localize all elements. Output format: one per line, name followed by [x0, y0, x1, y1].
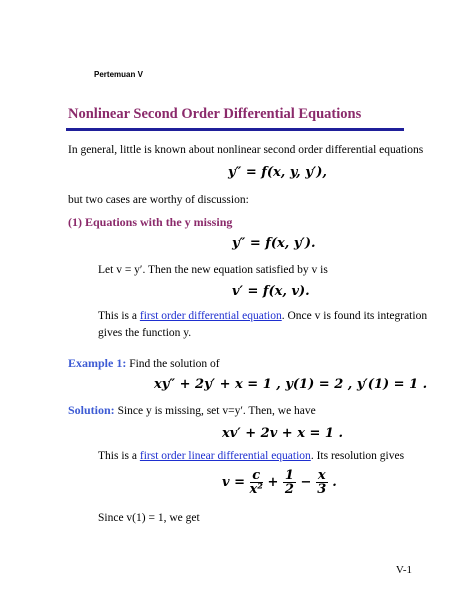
- intro-paragraph: In general, little is known about nonlinear second order differential equations: [68, 144, 424, 156]
- first-order-linear-de-link[interactable]: first order linear differential equation: [139, 450, 311, 462]
- text-segment: . Once v is found its integration: [281, 310, 428, 322]
- equation-lhs: v =: [222, 475, 250, 490]
- equation-y-missing: y″ = f(x, y′).: [232, 236, 316, 251]
- equation-resolution: [222, 469, 337, 496]
- example-1-text: Find the solution of: [126, 358, 220, 370]
- page-header: Pertemuan V: [94, 70, 143, 79]
- substitution-paragraph: Let v = y′. Then the new equation satisfied by v is: [98, 264, 328, 276]
- section-heading-y-missing: (1) Equations with the y missing: [68, 215, 233, 229]
- equation-general: y″ = f(x, y, y′),: [228, 165, 327, 180]
- fraction-numerator: x: [317, 468, 326, 483]
- fraction-denominator: 2: [284, 482, 294, 497]
- example-1-label: Example 1:: [68, 356, 127, 370]
- fraction-c-over-x2: [250, 469, 263, 496]
- text-segment: This is a: [98, 450, 140, 462]
- equation-solution: xv′ + 2v + x = 1 .: [222, 426, 344, 441]
- text-segment: This is a: [98, 310, 140, 322]
- first-order-de-link[interactable]: first order differential equation: [139, 310, 282, 322]
- equation-end: .: [327, 475, 337, 490]
- linear-paragraph: [98, 449, 404, 464]
- text-segment: . Its resolution gives: [310, 450, 405, 462]
- cases-paragraph: but two cases are worthy of discussion:: [68, 194, 249, 206]
- page-title: Nonlinear Second Order Differential Equations: [68, 106, 362, 122]
- fraction-one-half: [283, 469, 296, 496]
- equation-first-order: v′ = f(x, v).: [232, 284, 310, 299]
- page-number: V-1: [395, 564, 412, 576]
- fraction-x-over-3: [316, 469, 328, 496]
- initial-condition-paragraph: Since v(1) = 1, we get: [98, 512, 200, 524]
- fraction-denominator: 3: [317, 482, 327, 497]
- title-rule: [66, 128, 404, 131]
- fraction-numerator: 1: [284, 468, 294, 483]
- plus-sign: +: [262, 475, 283, 490]
- integration-line: gives the function y.: [98, 327, 192, 339]
- minus-sign: −: [295, 475, 316, 490]
- solution-label: Solution:: [68, 403, 115, 417]
- fraction-numerator: c: [250, 469, 263, 483]
- fraction-denominator: x²: [249, 482, 263, 497]
- first-order-paragraph: [98, 309, 427, 324]
- example-1-paragraph: [68, 356, 220, 372]
- solution-paragraph: [68, 403, 316, 419]
- equation-example-1: xy″ + 2y′ + x = 1 , y(1) = 2 , y′(1) = 1 .: [154, 377, 428, 392]
- solution-text: Since y is missing, set v=y′. Then, we have: [114, 405, 316, 417]
